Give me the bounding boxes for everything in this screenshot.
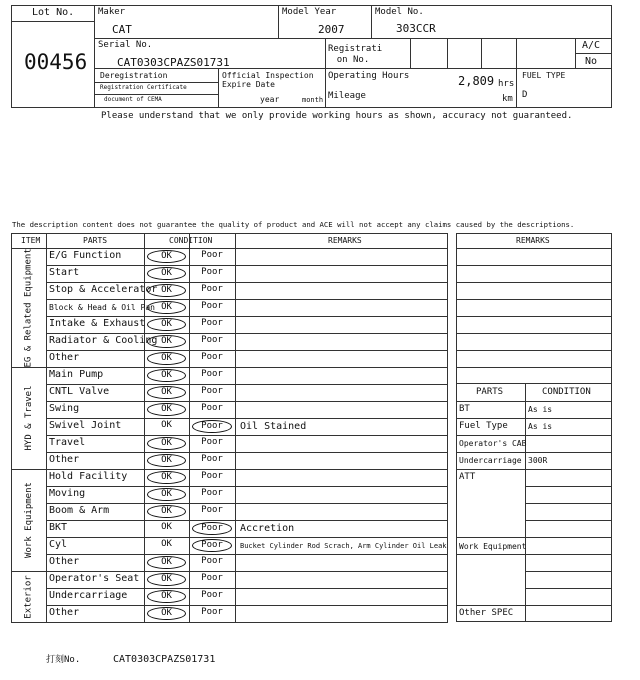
condition-poor[interactable]: Poor (192, 539, 232, 552)
mileage-label: Mileage (328, 91, 366, 101)
part-name: Start (49, 267, 80, 278)
remark: Bucket Cylinder Rod Scrach, Arm Cylinder Oil Leak (240, 542, 447, 550)
part-name: Intake & Exhaust (49, 318, 146, 329)
condition-poor[interactable]: Poor (201, 352, 223, 362)
working-hours-note: Please understand that we only provide working hours as shown, accuracy not guaranteed. (101, 111, 573, 121)
part-name: Block & Head & Oil Pan (49, 303, 155, 312)
ac-value: No (585, 56, 598, 67)
remark: Oil Stained (240, 421, 307, 432)
footer-label: 打刻No. (46, 655, 81, 665)
condition-poor[interactable]: Poor (201, 590, 223, 600)
col-header-item: ITEM (21, 236, 41, 245)
part-name: Other (49, 556, 80, 567)
condition-ok[interactable]: OK (147, 573, 186, 586)
condition-poor[interactable]: Poor (201, 403, 223, 413)
lot-number: 00456 (24, 50, 88, 74)
condition-ok[interactable]: OK (147, 386, 186, 399)
part-name: E/G Function (49, 250, 122, 261)
maker-value: CAT (112, 23, 132, 36)
condition-ok[interactable]: OK (147, 607, 186, 620)
condition-poor[interactable]: Poor (201, 369, 223, 379)
condition-ok[interactable]: OK (147, 403, 186, 416)
condition-ok[interactable]: OK (161, 420, 172, 430)
model-year-label: Model Year (282, 7, 337, 17)
model-no-label: Model No. (375, 7, 424, 17)
part-name: Other (49, 352, 80, 363)
condition-poor[interactable]: Poor (201, 607, 223, 617)
condition-poor[interactable]: Poor (201, 318, 223, 328)
condition-poor[interactable]: Poor (201, 471, 223, 481)
part-name: Stop & Accelerator (49, 284, 158, 295)
condition-poor[interactable]: Poor (201, 301, 223, 311)
part-name: Hold Facility (49, 471, 128, 482)
month-label: month (302, 96, 324, 104)
lot-label: Lot No. (32, 7, 75, 18)
condition-poor[interactable]: Poor (201, 505, 223, 515)
condition-ok[interactable]: OK (161, 522, 172, 532)
right-cond-undercarriage: 300R (528, 456, 548, 465)
hrs-unit: hrs (498, 79, 515, 89)
condition-poor[interactable]: Poor (201, 267, 223, 277)
condition-ok[interactable]: OK (147, 352, 186, 365)
condition-ok[interactable]: OK (147, 454, 186, 467)
group-label: Exterior (23, 574, 34, 619)
footer-serial: CAT0303CPAZS01731 (113, 654, 216, 665)
condition-poor[interactable]: Poor (201, 250, 223, 260)
fuel-type-value: D (522, 90, 528, 100)
year-label: year (260, 95, 280, 104)
deregistration-label: Deregistration (100, 71, 168, 80)
condition-poor[interactable]: Poor (192, 420, 232, 433)
part-name: BKT (49, 522, 68, 533)
right-part-operator-cab: Operator's CAB (459, 439, 527, 448)
part-name: Moving (49, 488, 86, 499)
ac-label: A/C (582, 40, 601, 51)
condition-ok[interactable]: OK (147, 590, 186, 603)
group-label: EG & Related Equipment (23, 247, 34, 367)
group-label: HYD & Travel (23, 385, 34, 451)
condition-ok[interactable]: OK (147, 369, 186, 382)
km-unit: km (502, 94, 513, 104)
condition-poor[interactable]: Poor (201, 386, 223, 396)
condition-ok[interactable]: OK (147, 505, 186, 518)
disclaimer: The description content does not guarantee the quality of product and ACE will not accept any claims caused by the descriptions. (12, 220, 575, 229)
part-name: Swivel Joint (49, 420, 122, 431)
condition-poor[interactable]: Poor (201, 573, 223, 583)
condition-ok[interactable]: OK (161, 539, 172, 549)
col-header-parts: PARTS (83, 236, 108, 245)
registration-certificate-label: Registration Certificate (100, 84, 187, 91)
part-name: Travel (49, 437, 86, 448)
col-header-remarks: REMARKS (328, 236, 362, 245)
condition-ok[interactable]: OK (147, 318, 186, 331)
condition-poor[interactable]: Poor (201, 454, 223, 464)
condition-poor[interactable]: Poor (201, 335, 223, 345)
condition-ok[interactable]: OK (147, 301, 186, 314)
part-name: Cyl (49, 539, 68, 550)
part-name: Radiator & Cooling (49, 335, 158, 346)
condition-poor[interactable]: Poor (201, 437, 223, 447)
part-name: Operator's Seat (49, 573, 140, 584)
part-name: Other (49, 454, 80, 465)
right-condition-header: CONDITION (542, 387, 591, 397)
condition-ok[interactable]: OK (147, 437, 186, 450)
part-name: Other (49, 607, 80, 618)
inspection-expire-label: Official Inspection Expire Date (222, 71, 314, 89)
model-no-value: 303CCR (396, 22, 436, 35)
col-header-condition: CONDITION (169, 236, 213, 245)
right-remarks-header: REMARKS (516, 236, 550, 245)
part-name: Undercarriage (49, 590, 128, 601)
condition-ok[interactable]: OK (147, 335, 186, 348)
operating-hours-value: 2,809 (458, 74, 495, 88)
condition-ok[interactable]: OK (147, 471, 186, 484)
right-parts-header: PARTS (476, 387, 504, 397)
fuel-type-label: FUEL TYPE (522, 71, 566, 80)
serial-value: CAT0303CPAZS01731 (117, 56, 230, 69)
condition-ok[interactable]: OK (147, 250, 186, 263)
right-cond-bt: As is (528, 405, 553, 414)
condition-poor[interactable]: Poor (192, 522, 232, 535)
condition-ok[interactable]: OK (147, 556, 186, 569)
condition-ok[interactable]: OK (147, 284, 186, 297)
right-part-bt: BT (459, 404, 470, 414)
condition-poor[interactable]: Poor (201, 556, 223, 566)
part-name: Main Pump (49, 369, 104, 380)
condition-ok[interactable]: OK (147, 488, 186, 501)
part-name: Swing (49, 403, 80, 414)
right-other-spec-label: Other SPEC (459, 608, 514, 618)
part-name: Boom & Arm (49, 505, 110, 516)
right-part-fuel-type: Fuel Type (459, 421, 508, 431)
condition-poor[interactable]: Poor (201, 488, 223, 498)
right-cond-fuel-type: As is (528, 422, 553, 431)
remark: Accretion (240, 523, 295, 534)
condition-poor[interactable]: Poor (201, 284, 223, 294)
model-year-value: 2007 (318, 23, 345, 36)
part-name: CNTL Valve (49, 386, 110, 397)
right-att-label: ATT (459, 472, 476, 482)
condition-ok[interactable]: OK (147, 267, 186, 280)
cema-document-label: document of CEMA (104, 96, 162, 103)
group-label: Work Equipment (23, 482, 34, 558)
operating-hours-label: Operating Hours (328, 71, 410, 81)
right-part-undercarriage: Undercarriage (459, 456, 522, 465)
maker-label: Maker (98, 7, 126, 17)
serial-label: Serial No. (98, 40, 153, 50)
registration-no-label: Registrati on No. (328, 44, 383, 65)
right-work-equipment-label: Work Equipment (459, 542, 527, 551)
